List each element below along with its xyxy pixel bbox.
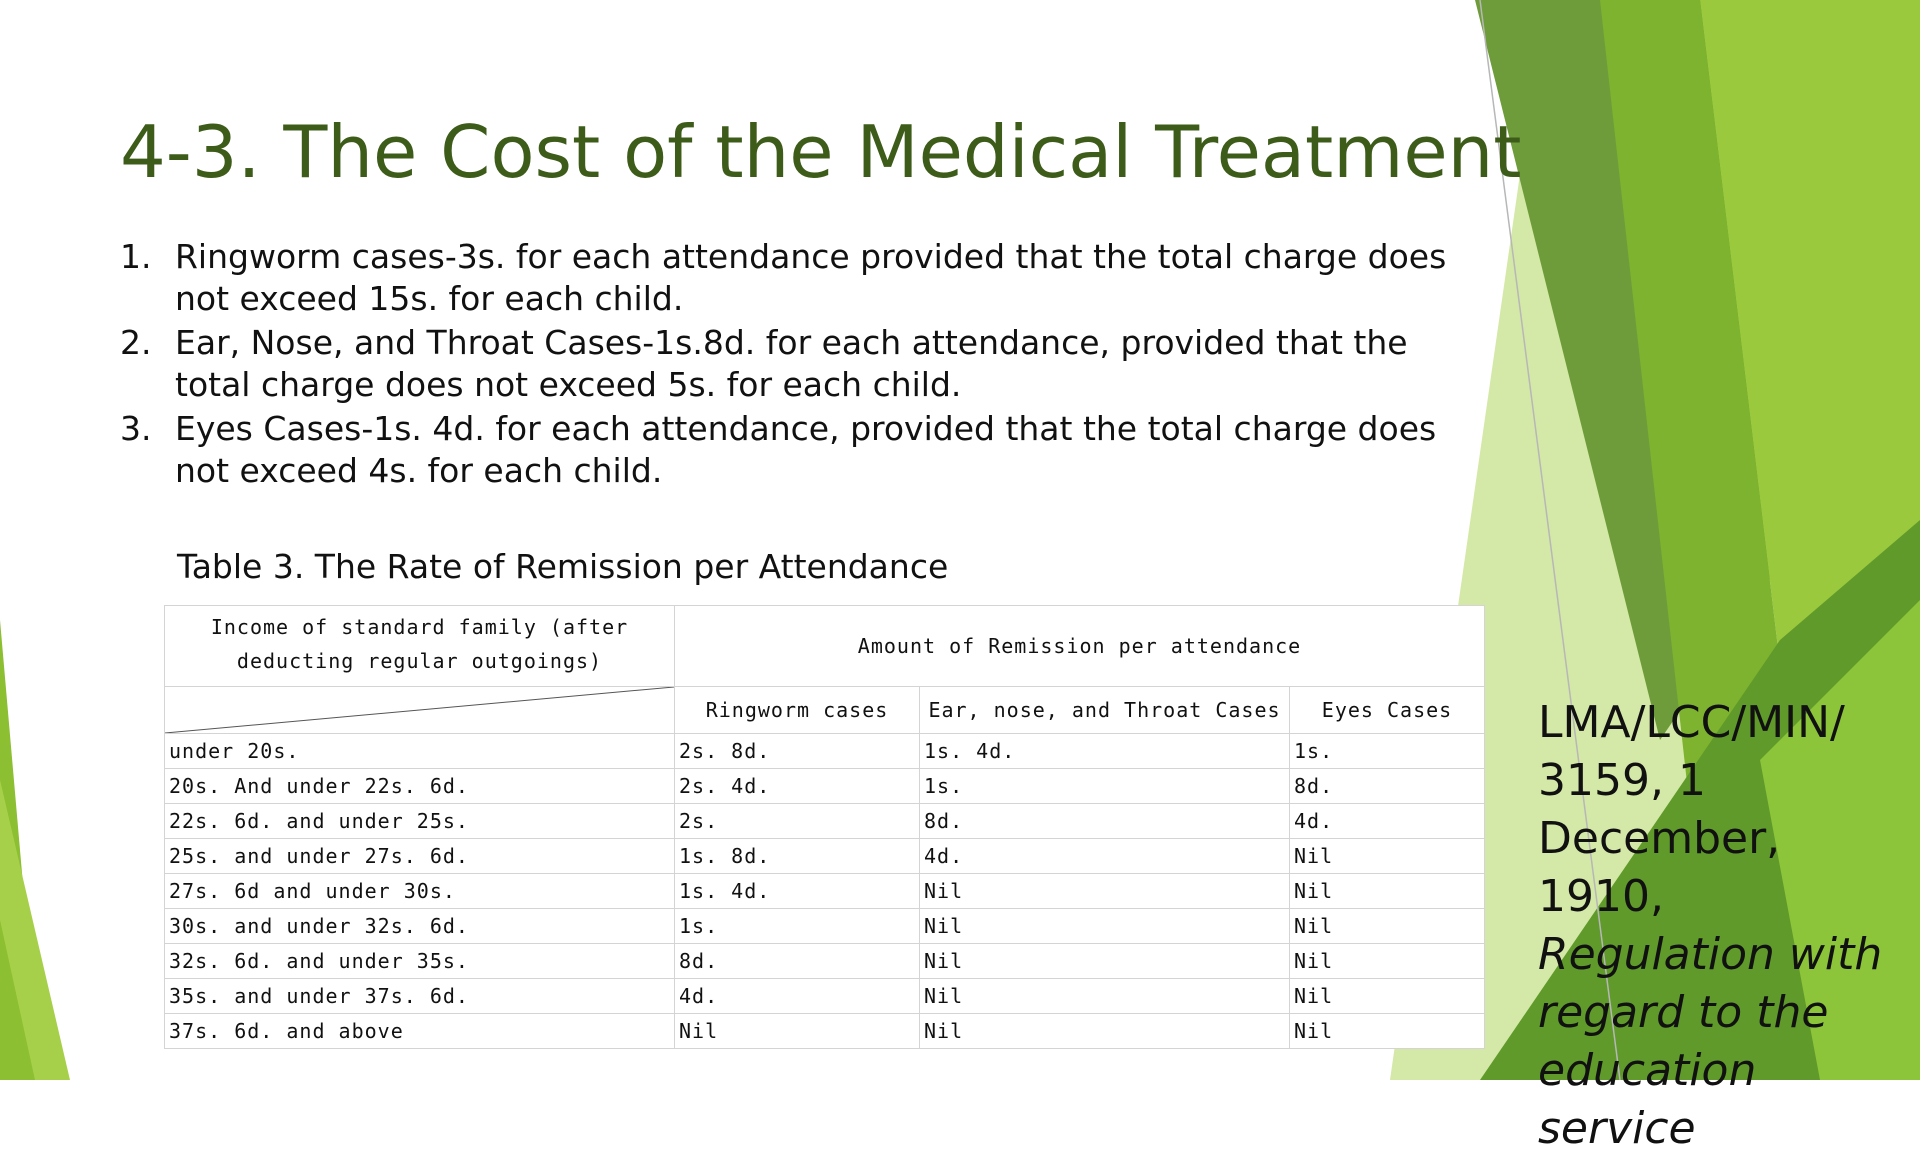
list-item [120,408,1450,492]
income-cell: 37s. 6d. and above [165,1014,675,1049]
list-item [120,322,1450,406]
income-cell: under 20s. [165,734,675,769]
income-cell: 22s. 6d. and under 25s. [165,804,675,839]
ent-cell: Nil [920,909,1290,944]
column-header-ent: Ear, nose, and Throat Cases [920,687,1290,734]
income-cell: 32s. 6d. and under 35s. [165,944,675,979]
ringworm-cell: 8d. [675,944,920,979]
ent-cell: Nil [920,874,1290,909]
ent-cell: 1s. 4d. [920,734,1290,769]
ringworm-cell: 2s. 4d. [675,769,920,804]
table-row [165,839,1485,874]
table-row [165,979,1485,1014]
eyes-cell: Nil [1290,874,1485,909]
income-cell: 25s. and under 27s. 6d. [165,839,675,874]
ent-cell: 1s. [920,769,1290,804]
eyes-cell: Nil [1290,979,1485,1014]
income-header: Income of standard family (after deducting regular outgoings) [165,606,675,687]
table-row [165,909,1485,944]
list-number: 3. [120,409,152,448]
table-row [165,734,1485,769]
ringworm-cell: 2s. [675,804,920,839]
table-row [165,1014,1485,1049]
table-row [165,769,1485,804]
ringworm-cell: 1s. [675,909,920,944]
ent-cell: 4d. [920,839,1290,874]
eyes-cell: Nil [1290,944,1485,979]
table-row [165,944,1485,979]
ent-cell: Nil [920,979,1290,1014]
list-item [120,236,1450,320]
income-cell: 27s. 6d and under 30s. [165,874,675,909]
remission-table [164,605,1485,1049]
ent-cell: Nil [920,1014,1290,1049]
cost-list [120,236,1450,494]
list-number: 1. [120,237,152,276]
list-text: Ear, Nose, and Throat Cases-1s.8d. for each attendance, provided that the total charge does not exceed 5s. for each child. [175,323,1408,404]
list-text: Eyes Cases-1s. 4d. for each attendance, provided that the total charge does not exceed 4s. for each child. [175,409,1437,490]
list-text: Ringworm cases-3s. for each attendance provided that the total charge does not exceed 15s. for each child. [175,237,1447,318]
ringworm-cell: 2s. 8d. [675,734,920,769]
table-row [165,804,1485,839]
income-cell: 30s. and under 32s. 6d. [165,909,675,944]
list-number: 2. [120,323,152,362]
ringworm-cell: 1s. 4d. [675,874,920,909]
column-header-ringworm: Ringworm cases [675,687,920,734]
eyes-cell: Nil [1290,839,1485,874]
citation [1538,694,1913,1158]
income-cell: 20s. And under 22s. 6d. [165,769,675,804]
eyes-cell: Nil [1290,909,1485,944]
citation-source: LMA/LCC/MIN/ 3159, 1 December, 1910, [1538,697,1845,922]
column-header-eyes: Eyes Cases [1290,687,1485,734]
eyes-cell: 4d. [1290,804,1485,839]
ringworm-cell: Nil [675,1014,920,1049]
diagonal-header-cell [165,687,675,734]
eyes-cell: 8d. [1290,769,1485,804]
ent-cell: 8d. [920,804,1290,839]
eyes-cell: 1s. [1290,734,1485,769]
income-cell: 35s. and under 37s. 6d. [165,979,675,1014]
table-caption: Table 3. The Rate of Remission per Attendance [177,547,949,586]
ent-cell: Nil [920,944,1290,979]
citation-title: Regulation with regard to the education service [1538,929,1883,1154]
slide-title: 4-3. The Cost of the Medical Treatment [120,110,1522,194]
eyes-cell: Nil [1290,1014,1485,1049]
ringworm-cell: 4d. [675,979,920,1014]
amount-header: Amount of Remission per attendance [675,606,1485,687]
ringworm-cell: 1s. 8d. [675,839,920,874]
table-row [165,874,1485,909]
